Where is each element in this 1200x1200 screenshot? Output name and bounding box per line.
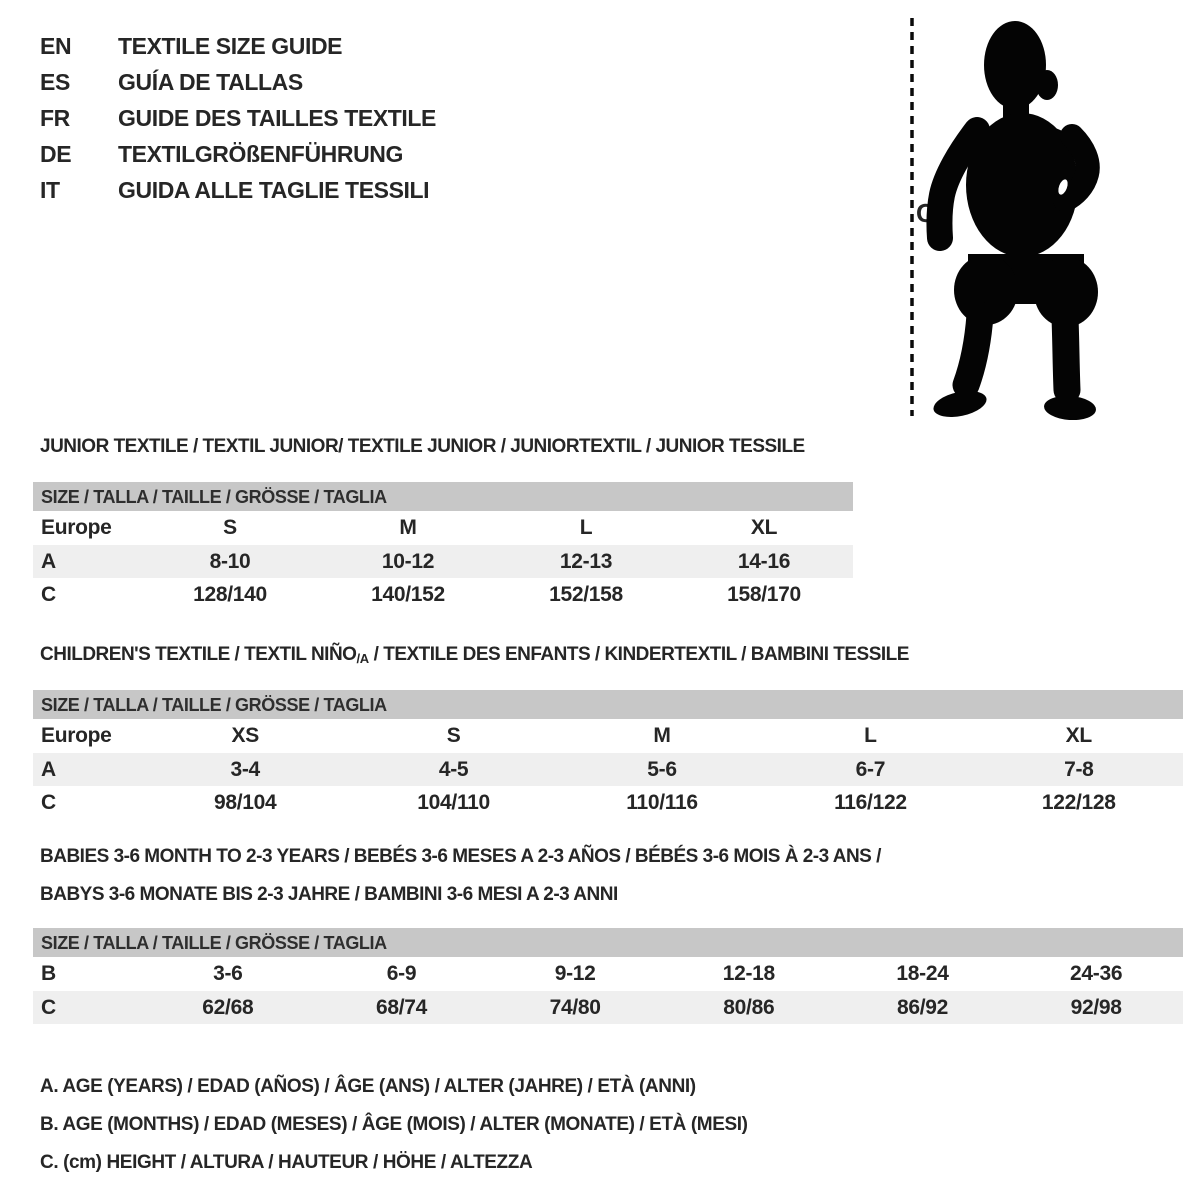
row-label: C: [41, 582, 56, 606]
height-cell: 98/104: [213, 790, 277, 814]
table-row-height: [33, 786, 1183, 819]
table-row-europe: [33, 511, 853, 545]
size-cell: XL: [1065, 724, 1092, 747]
row-label: A: [41, 757, 56, 781]
age-cell: 14-16: [737, 549, 791, 573]
size-cell: L: [864, 724, 877, 747]
legend-line-b: B. AGE (MONTHS) / EDAD (MESES) / ÂGE (MOIS) / ALTER (MONATE) / ETÀ (MESI): [40, 1114, 748, 1135]
children-title-subscript: /A: [356, 651, 369, 666]
age-cell: 3-4: [230, 757, 260, 781]
language-title: TEXTILE SIZE GUIDE: [118, 33, 343, 59]
language-list: [40, 28, 436, 208]
month-cell: 18-24: [896, 962, 949, 985]
height-cell: 140/152: [371, 582, 445, 606]
size-cell: S: [446, 724, 461, 747]
month-cell: 12-18: [722, 962, 775, 985]
height-cell: 128/140: [193, 582, 267, 606]
language-code: FR: [40, 105, 70, 131]
height-cell: 122/128: [1041, 790, 1116, 814]
month-cell: 6-9: [386, 962, 417, 985]
legend-line-a: A. AGE (YEARS) / EDAD (AÑOS) / ÂGE (ANS) / ALTER (JAHRE) / ETÀ (ANNI): [40, 1076, 696, 1097]
size-cell: XL: [750, 516, 778, 539]
age-cell: 8-10: [209, 549, 251, 573]
height-measure-label: C: [916, 198, 935, 228]
height-cell: 62/68: [202, 995, 254, 1019]
table-row-europe: [33, 719, 1183, 753]
height-cell: 110/116: [626, 790, 698, 814]
table-row-height: [33, 991, 1183, 1024]
table-row-months: [33, 957, 1183, 991]
row-label: B: [41, 962, 56, 985]
age-cell: 4-5: [438, 757, 469, 781]
size-cell: S: [223, 516, 237, 539]
month-cell: 24-36: [1070, 962, 1123, 985]
language-code: EN: [40, 33, 72, 59]
height-cell: 104/110: [417, 790, 490, 814]
size-table-header: SIZE / TALLA / TAILLE / GRÖSSE / TAGLIA: [33, 482, 853, 511]
size-table-header: SIZE / TALLA / TAILLE / GRÖSSE / TAGLIA: [33, 928, 1183, 957]
age-cell: 7-8: [1064, 757, 1094, 781]
size-cell: M: [653, 724, 671, 747]
babies-section-title: [40, 838, 881, 914]
junior-size-table: [33, 482, 853, 611]
language-code: ES: [40, 69, 70, 95]
babies-size-table: [33, 928, 1183, 1024]
month-cell: 3-6: [213, 962, 243, 985]
children-size-table: [33, 690, 1183, 819]
age-cell: 10-12: [381, 549, 435, 573]
height-cell: 152/158: [549, 582, 623, 606]
height-cell: 86/92: [896, 995, 949, 1019]
table-row-height: [33, 578, 853, 611]
babies-title-line2: BABYS 3-6 MONATE BIS 2-3 JAHRE / BAMBINI 3-6 MESI A 2-3 ANNI: [40, 884, 618, 905]
language-row-it: [40, 172, 436, 208]
age-cell: 12-13: [559, 549, 613, 573]
children-title-part1: CHILDREN'S TEXTILE / TEXTIL NIÑO: [40, 644, 357, 665]
table-row-age: [33, 753, 1183, 786]
legend-line-c: C. (cm) HEIGHT / ALTURA / HAUTEUR / HÖHE / ALTEZZA: [40, 1152, 533, 1173]
height-cell: 92/98: [1070, 995, 1122, 1019]
size-cell: L: [579, 516, 593, 539]
row-label: Europe: [41, 516, 112, 539]
row-label: C: [41, 790, 56, 814]
measurement-legend: [40, 1068, 748, 1182]
toddler-silhouette-icon: [900, 14, 1100, 420]
size-cell: M: [399, 516, 417, 539]
language-row-de: [40, 136, 436, 172]
language-row-fr: [40, 100, 436, 136]
language-title: GUÍA DE TALLAS: [118, 69, 303, 95]
row-label: Europe: [41, 724, 112, 747]
language-code: IT: [40, 177, 60, 203]
height-cell: 116/122: [834, 790, 907, 814]
language-title: TEXTILGRÖßENFÜHRUNG: [118, 141, 403, 167]
language-code: DE: [40, 141, 72, 167]
age-cell: 6-7: [855, 757, 886, 781]
table-row-age: [33, 545, 853, 578]
row-label: C: [41, 995, 56, 1019]
height-cell: 158/170: [727, 582, 801, 606]
height-measure-figure: [900, 0, 1200, 430]
age-cell: 5-6: [647, 757, 677, 781]
language-title: GUIDE DES TAILLES TEXTILE: [118, 105, 436, 131]
babies-title-line1: BABIES 3-6 MONTH TO 2-3 YEARS / BEBÉS 3-6 MESES A 2-3 AÑOS / BÉBÉS 3-6 MOIS À 2-3 ANS /: [40, 846, 881, 867]
height-cell: 68/74: [375, 995, 428, 1019]
height-cell: 74/80: [549, 995, 601, 1019]
size-cell: XS: [231, 724, 259, 747]
row-label: A: [41, 549, 56, 573]
children-section-title: [40, 644, 909, 666]
language-title: GUIDA ALLE TAGLIE TESSILI: [118, 177, 430, 203]
language-row-en: [40, 28, 436, 64]
month-cell: 9-12: [554, 962, 596, 985]
junior-section-title: JUNIOR TEXTILE / TEXTIL JUNIOR/ TEXTILE JUNIOR / JUNIORTEXTIL / JUNIOR TESSILE: [40, 436, 805, 457]
children-title-part2: / TEXTILE DES ENFANTS / KINDERTEXTIL / BAMBINI TESSILE: [368, 644, 909, 665]
height-cell: 80/86: [723, 995, 775, 1019]
language-row-es: [40, 64, 436, 100]
size-table-header: SIZE / TALLA / TAILLE / GRÖSSE / TAGLIA: [33, 690, 1183, 719]
